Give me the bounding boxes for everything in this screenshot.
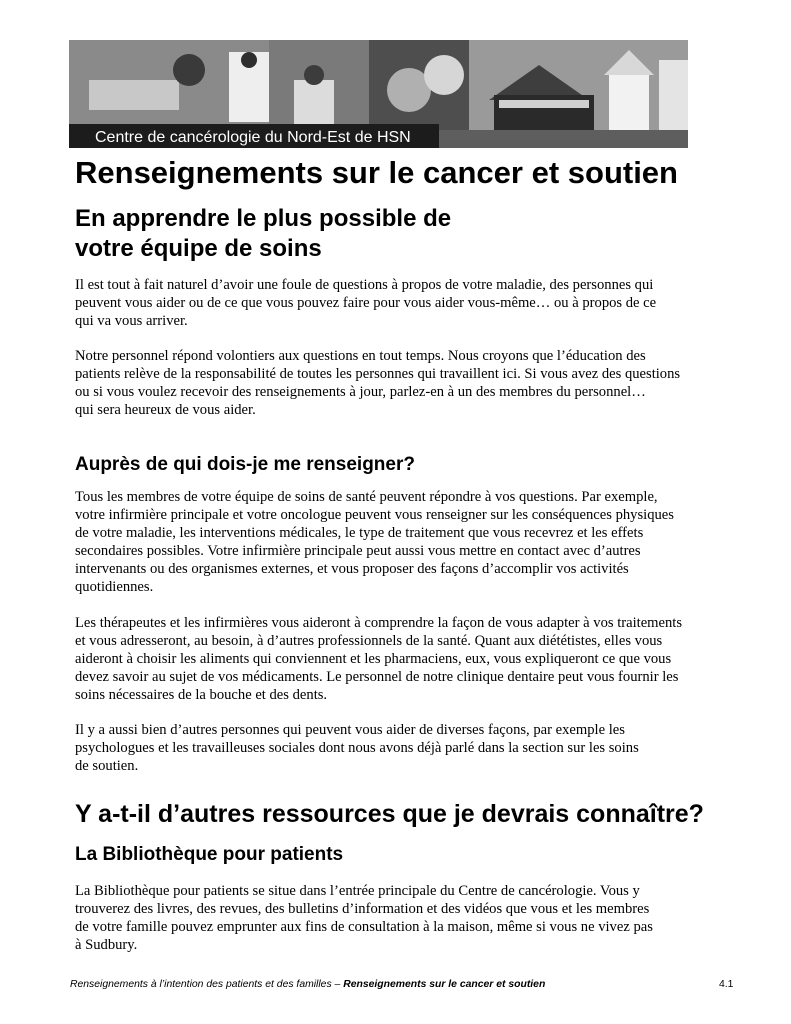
text-line: ou si vous voulez recevoir des renseignements à jour, parlez-en à un des membres du personnel… — [75, 384, 646, 400]
text-line: et vous adresseront, au besoin, à d’autres professionnels de la santé. Quant aux diététistes, elles vous — [75, 633, 663, 649]
section-heading-resources: Y a-t-il d’autres ressources que je devrais connaître? — [75, 800, 704, 828]
text-line: La Bibliothèque pour patients se situe dans l’entrée principale du Centre de cancérologie. Vous y — [75, 883, 640, 899]
footer-section-title: Renseignements sur le cancer et soutien — [343, 979, 546, 990]
intro-paragraph-2 — [75, 347, 725, 419]
library-paragraph — [75, 882, 725, 954]
text-line: qui va vous arriver. — [75, 313, 188, 329]
text-line: Notre personnel répond volontiers aux questions en tout temps. Nous croyons que l’éducation des — [75, 348, 646, 364]
subtitle-line: En apprendre le plus possible de — [75, 205, 452, 232]
subtitle-line: votre équipe de soins — [75, 235, 322, 262]
page-subtitle — [75, 204, 451, 264]
text-line: patients relève de la responsabilité de toutes les personnes qui travaillent ici. Si vous avez des questions — [75, 366, 681, 382]
text-line: soins nécessaires de la bouche et des dents. — [75, 687, 328, 703]
page-title: Renseignements sur le cancer et soutien — [75, 155, 678, 190]
footer-text — [70, 978, 545, 992]
text-line: aideront à choisir les aliments qui conviennent et les pharmaciens, eux, vous expliqueront ce que vous — [75, 651, 672, 667]
text-line: votre infirmière principale et votre oncologue peuvent vous renseigner sur les conséquences physiques — [75, 507, 674, 523]
text-line: Tous les membres de votre équipe de soins de santé peuvent répondre à vos questions. Par exemple, — [75, 489, 658, 505]
header-banner — [69, 40, 688, 148]
page-number: 4.1 — [719, 979, 734, 990]
text-line: de soutien. — [75, 758, 139, 774]
contacts-paragraph-3 — [75, 721, 725, 775]
text-line: Les thérapeutes et les infirmières vous aideront à comprendre la façon de vous adapter à vos traitements — [75, 615, 683, 631]
text-line: Il est tout à fait naturel d’avoir une foule de questions à propos de votre maladie, des personnes qui — [75, 277, 654, 293]
text-line: trouverez des livres, des revues, des bulletins d’information et des vidéos que vous et les membres — [75, 901, 650, 917]
footer-prefix: Renseignements à l’intention des patients et des familles – — [70, 979, 344, 990]
section-heading-contacts: Auprès de qui dois-je me renseigner? — [75, 454, 415, 475]
contacts-paragraph-2 — [75, 614, 725, 704]
intro-paragraph-1 — [75, 276, 725, 330]
text-line: psychologues et les travailleuses sociales dont nous avons déjà parlé dans la section sur les soins — [75, 740, 639, 756]
text-line: quotidiennes. — [75, 579, 154, 595]
text-line: intervenants ou des organismes externes, et vous proposer des façons d’accomplir vos activités — [75, 561, 629, 577]
subheading-library: La Bibliothèque pour patients — [75, 844, 344, 865]
text-line: Il y a aussi bien d’autres personnes qui peuvent vous aider de diverses façons, par exemple les — [75, 722, 625, 738]
text-line: à Sudbury. — [75, 937, 138, 953]
banner-caption: Centre de cancérologie du Nord-Est de HSN — [95, 129, 411, 146]
text-line: qui sera heureux de vous aider. — [75, 402, 256, 418]
text-line: devez savoir au sujet de vos médicaments. Le personnel de notre clinique dentaire peut vous fournir les — [75, 669, 679, 685]
contacts-paragraph-1 — [75, 488, 725, 596]
text-line: peuvent vous aider ou de ce que vous pouvez faire pour vous aider vous-même… ou à propos de ce — [75, 295, 657, 311]
text-line: de votre maladie, les interventions médicales, le type de traitement que vous recevrez et les effets — [75, 525, 644, 541]
text-line: de votre famille pouvez emprunter aux fins de consultation à la maison, même si vous ne vivez pas — [75, 919, 653, 935]
text-line: secondaires possibles. Votre infirmière principale peut aussi vous mettre en contact avec d’autres — [75, 543, 641, 559]
